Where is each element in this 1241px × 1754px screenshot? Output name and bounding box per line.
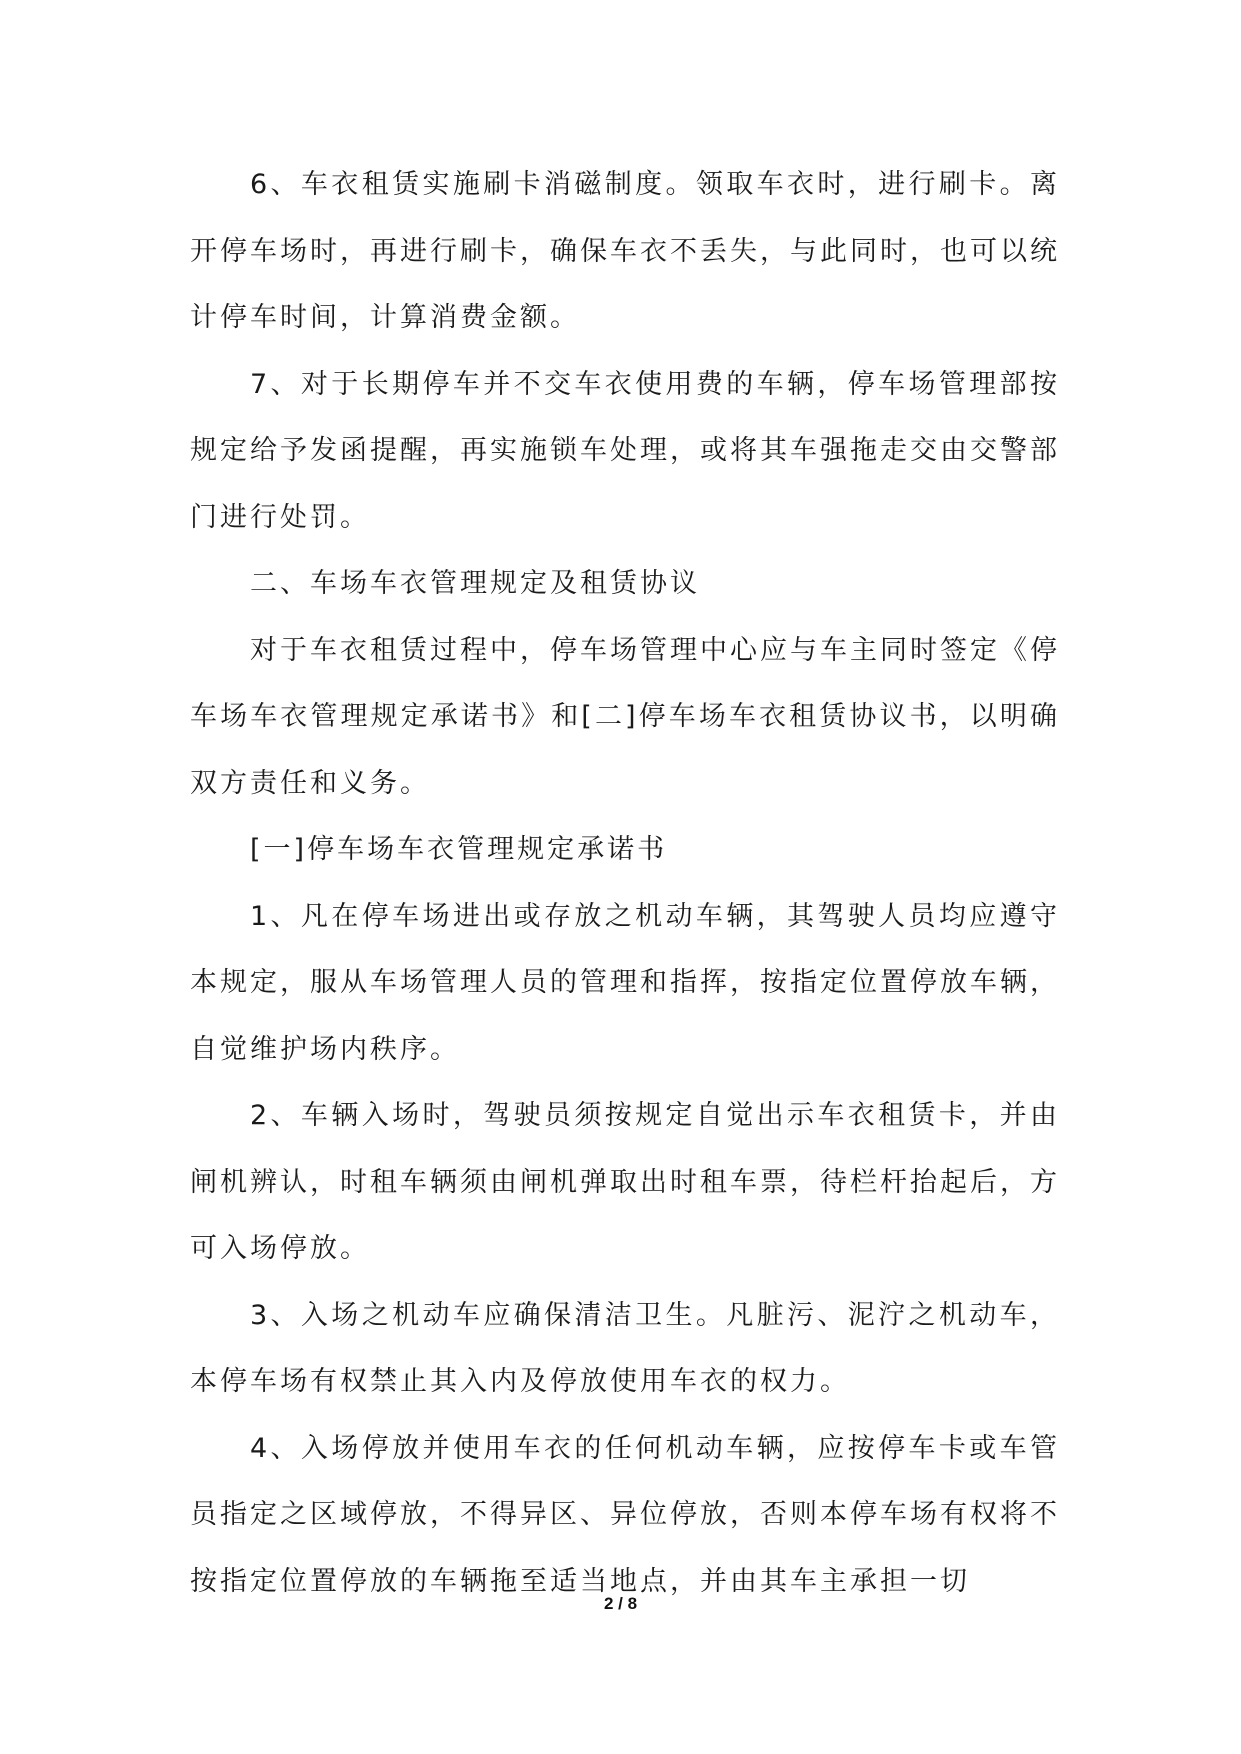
rule-4: 4、入场停放并使用车衣的任何机动车辆，应按停车卡或车管员指定之区域停放，不得异区、异位停放，否则本停车场有权将不按指定位置停放的车辆拖至适当地点，并由其车主承担一切: [190, 1432, 1060, 1597]
section-heading-2: 二、车场车衣管理规定及租赁协议: [250, 568, 700, 599]
paragraph-intro: 对于车衣租赁过程中，停车场管理中心应与车主同时签定《停车场车衣管理规定承诺书》和[二]停车场车衣租赁协议书，以明确双方责任和义务。: [190, 634, 1060, 799]
rule-3: 3、入场之机动车应确保清洁卫生。凡脏污、泥泞之机动车，本停车场有权禁止其入内及停放使用车衣的权力。: [190, 1299, 1060, 1397]
paragraph-6: 6、车衣租赁实施刷卡消磁制度。领取车衣时，进行刷卡。离开停车场时，再进行刷卡，确保车衣不丢失，与此同时，也可以统计停车时间，计算消费金额。: [190, 169, 1060, 333]
rule-2: 2、车辆入场时，驾驶员须按规定自觉出示车衣租赁卡，并由闸机辨认，时租车辆须由闸机弹取出时租车票，待栏杆抬起后，方可入场停放。: [190, 1100, 1060, 1264]
rule-1: 1、凡在停车场进出或存放之机动车辆，其驾驶人员均应遵守本规定，服从车场管理人员的管理和指挥，按指定位置停放车辆，自觉维护场内秩序。: [190, 900, 1060, 1065]
page-number: 2 / 8: [603, 1594, 638, 1613]
subsection-heading-1: [一]停车场车衣管理规定承诺书: [250, 834, 668, 865]
document-body: [190, 152, 1060, 1615]
paragraph-7: 7、对于长期停车并不交车衣使用费的车辆，停车场管理部按规定给予发函提醒，再实施锁车处理，或将其车强拖走交由交警部门进行处罚。: [190, 368, 1060, 533]
